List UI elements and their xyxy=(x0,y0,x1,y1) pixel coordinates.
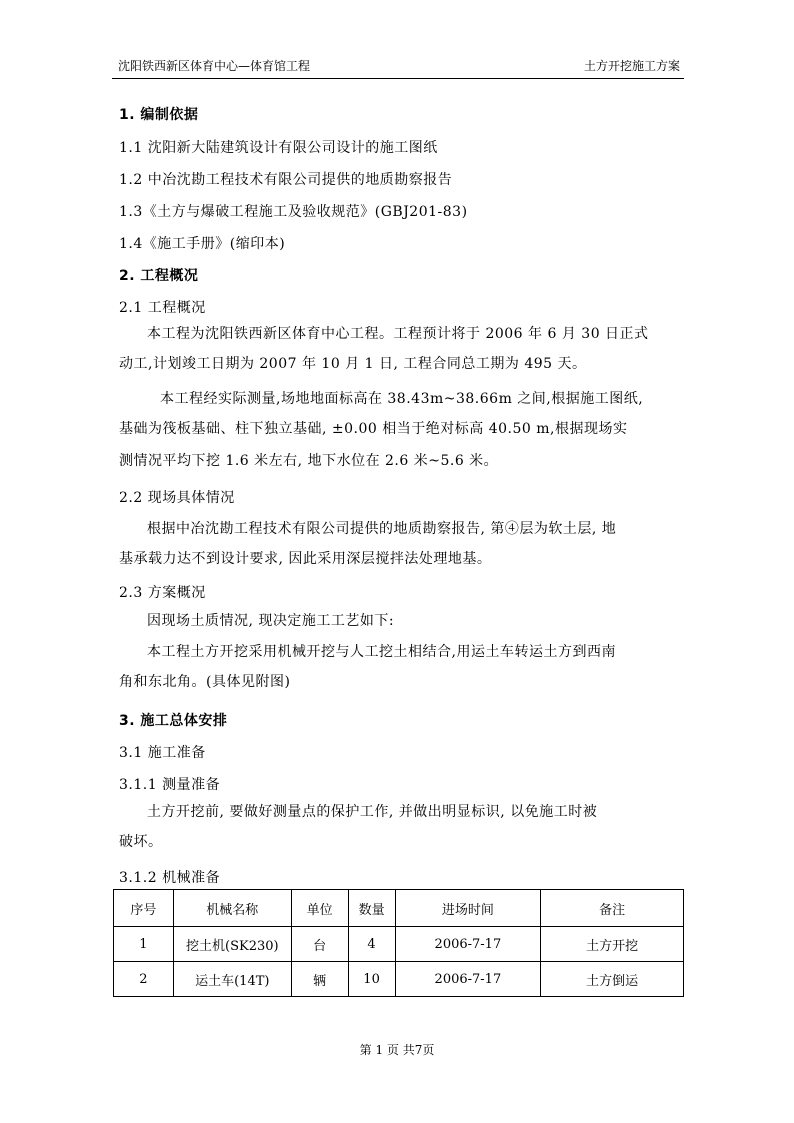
table-cell: 挖土机(SK230) xyxy=(173,927,291,962)
table-row xyxy=(114,927,684,962)
table-cell: 土方倒运 xyxy=(541,962,684,997)
subsection-2-1: 2.1 工程概况 xyxy=(119,300,206,316)
col-header: 数量 xyxy=(348,890,395,927)
paragraph-line: 本工程经实际测量,场地地面标高在 38.43m~38.66m 之间,根据施工图纸, xyxy=(160,391,644,407)
section-heading-2: 2. 工程概况 xyxy=(119,268,199,284)
paragraph-line: 角和东北角。(具体见附图) xyxy=(119,674,291,690)
subsection-2-3: 2.3 方案概况 xyxy=(119,585,206,601)
paragraph-line: 基承载力达不到设计要求, 因此采用深层搅拌法处理地基。 xyxy=(119,551,492,567)
header-doc-title: 土方开挖施工方案 xyxy=(583,59,680,73)
paragraph-line: 土方开挖前, 要做好测量点的保护工作, 并做出明显标识, 以免施工时被 xyxy=(147,804,598,820)
paragraph-line: 破坏。 xyxy=(119,834,163,850)
subsection-2-2: 2.2 现场具体情况 xyxy=(119,490,235,506)
table-cell: 2006-7-17 xyxy=(395,927,541,962)
page-footer: 第 1 页 共7页 xyxy=(359,1043,435,1057)
table-row xyxy=(114,962,684,997)
col-header: 序号 xyxy=(114,890,174,927)
page-header xyxy=(112,52,684,79)
paragraph-line: 动工,计划竣工日期为 2007 年 10 月 1 日, 工程合同总工期为 495 天。 xyxy=(119,356,587,372)
col-header: 备注 xyxy=(541,890,684,927)
subsection-3-1: 3.1 施工准备 xyxy=(119,745,206,761)
paragraph-line: 本工程土方开挖采用机械开挖与人工挖土相结合,用运土车转运土方到西南 xyxy=(147,644,616,660)
col-header: 单位 xyxy=(291,890,348,927)
table-cell: 2 xyxy=(114,962,174,997)
basis-item-1-2: 1.2 中冶沈勘工程技术有限公司提供的地质勘察报告 xyxy=(119,172,453,188)
table-header-row xyxy=(114,890,684,927)
table-cell: 运土车(14T) xyxy=(173,962,291,997)
header-project-title: 沈阳铁西新区体育中心—体育馆工程 xyxy=(118,59,311,73)
table-cell: 台 xyxy=(291,927,348,962)
table-cell: 土方开挖 xyxy=(541,927,684,962)
table-cell: 1 xyxy=(114,927,174,962)
paragraph-line: 因现场土质情况, 现决定施工工艺如下: xyxy=(147,613,395,629)
basis-item-1-1: 1.1 沈阳新大陆建筑设计有限公司设计的施工图纸 xyxy=(119,140,438,156)
basis-item-1-4: 1.4《施工手册》(缩印本) xyxy=(119,236,286,252)
paragraph-line: 根据中冶沈勘工程技术有限公司提供的地质勘察报告, 第④层为软土层, 地 xyxy=(147,521,617,537)
table-cell: 2006-7-17 xyxy=(395,962,541,997)
paragraph-line: 测情况平均下挖 1.6 米左右, 地下水位在 2.6 米~5.6 米。 xyxy=(119,453,499,469)
col-header: 机械名称 xyxy=(173,890,291,927)
table-cell: 4 xyxy=(348,927,395,962)
subsection-3-1-2: 3.1.2 机械准备 xyxy=(119,870,221,886)
table-cell: 10 xyxy=(348,962,395,997)
col-header: 进场时间 xyxy=(395,890,541,927)
paragraph-line: 本工程为沈阳铁西新区体育中心工程。工程预计将于 2006 年 6 月 30 日正式 xyxy=(147,326,649,342)
table-cell: 辆 xyxy=(291,962,348,997)
machinery-table xyxy=(113,889,684,997)
section-heading-3: 3. 施工总体安排 xyxy=(119,713,228,729)
section-heading-1: 1. 编制依据 xyxy=(119,107,199,123)
basis-item-1-3: 1.3《土方与爆破工程施工及验收规范》(GBJ201-83) xyxy=(119,204,468,220)
subsection-3-1-1: 3.1.1 测量准备 xyxy=(119,777,221,793)
paragraph-line: 基础为筏板基础、柱下独立基础, ±0.00 相当于绝对标高 40.50 m,根据现场实 xyxy=(119,421,628,437)
